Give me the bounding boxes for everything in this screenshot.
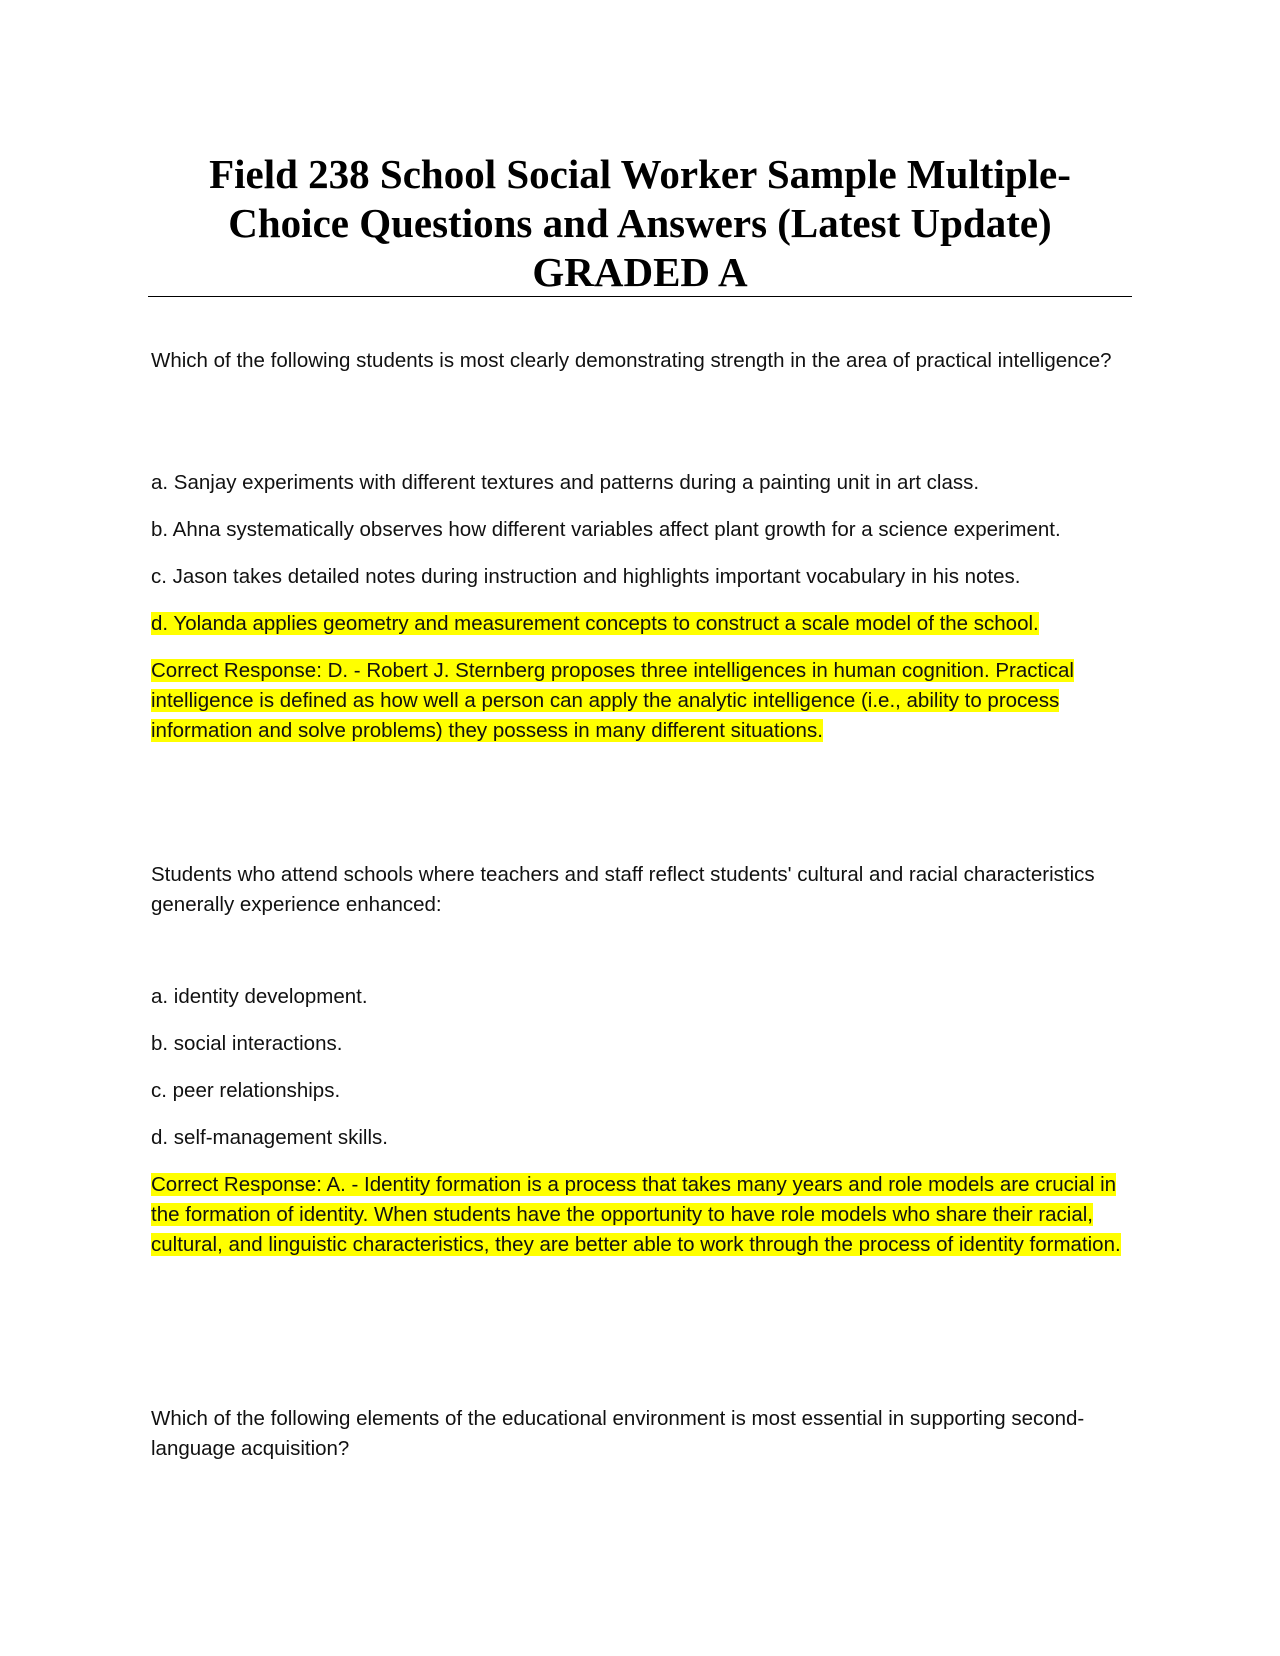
title-line-1: Field 238 School Social Worker Sample Multiple- — [209, 151, 1071, 197]
question-1-option-b — [151, 515, 1136, 545]
question-1-option-d-text: d. Yolanda applies geometry and measurement concepts to construct a scale model of the school. — [151, 612, 1039, 635]
question-1-option-d — [151, 609, 1136, 639]
question-2-option-b-text: b. social interactions. — [151, 1032, 343, 1055]
question-1-answer-text: Correct Response: D. - Robert J. Sternberg proposes three intelligences in human cognition. Practical intelligence is defined as how well a person can apply the analytic intelligence (i.e., ability to process information and solve problems) they possess in many different situations. — [151, 659, 1074, 742]
question-1-option-c — [151, 562, 1136, 592]
question-1-option-c-text: c. Jason takes detailed notes during instruction and highlights important vocabulary in his notes. — [151, 565, 1021, 588]
question-2-option-a — [151, 982, 1136, 1012]
question-2-prompt-text: Students who attend schools where teachers and staff reflect students' cultural and racial characteristics generally experience enhanced: — [151, 863, 1095, 916]
title-divider — [148, 296, 1132, 297]
question-2-option-d — [151, 1123, 1136, 1153]
question-2-option-c-text: c. peer relationships. — [151, 1079, 341, 1102]
question-2-option-a-text: a. identity development. — [151, 985, 368, 1008]
question-2-answer-text: Correct Response: A. - Identity formation is a process that takes many years and role models are crucial in the formation of identity. When students have the opportunity to have role models who share their racial, cultural, and linguistic characteristics, they are better able to work through the process of identity formation. — [151, 1173, 1121, 1256]
question-2-option-c — [151, 1076, 1136, 1106]
title-line-2: Choice Questions and Answers (Latest Update) — [228, 200, 1052, 246]
question-2-prompt — [151, 860, 1136, 920]
question-1-answer — [151, 656, 1136, 746]
document-title — [148, 150, 1132, 297]
question-3-prompt — [151, 1404, 1136, 1464]
question-2-option-b — [151, 1029, 1136, 1059]
title-line-3: GRADED A — [532, 249, 748, 295]
question-1-option-a-text: a. Sanjay experiments with different textures and patterns during a painting unit in art class. — [151, 471, 980, 494]
question-1-prompt — [151, 346, 1136, 376]
question-2-option-d-text: d. self-management skills. — [151, 1126, 388, 1149]
question-2-answer — [151, 1170, 1136, 1260]
question-1-prompt-text: Which of the following students is most clearly demonstrating strength in the area of practical intelligence? — [151, 349, 1112, 372]
question-1-option-a — [151, 468, 1136, 498]
question-1-option-b-text: b. Ahna systematically observes how different variables affect plant growth for a science experiment. — [151, 518, 1061, 541]
question-3-prompt-text: Which of the following elements of the educational environment is most essential in supporting second-language acquisition? — [151, 1407, 1085, 1460]
